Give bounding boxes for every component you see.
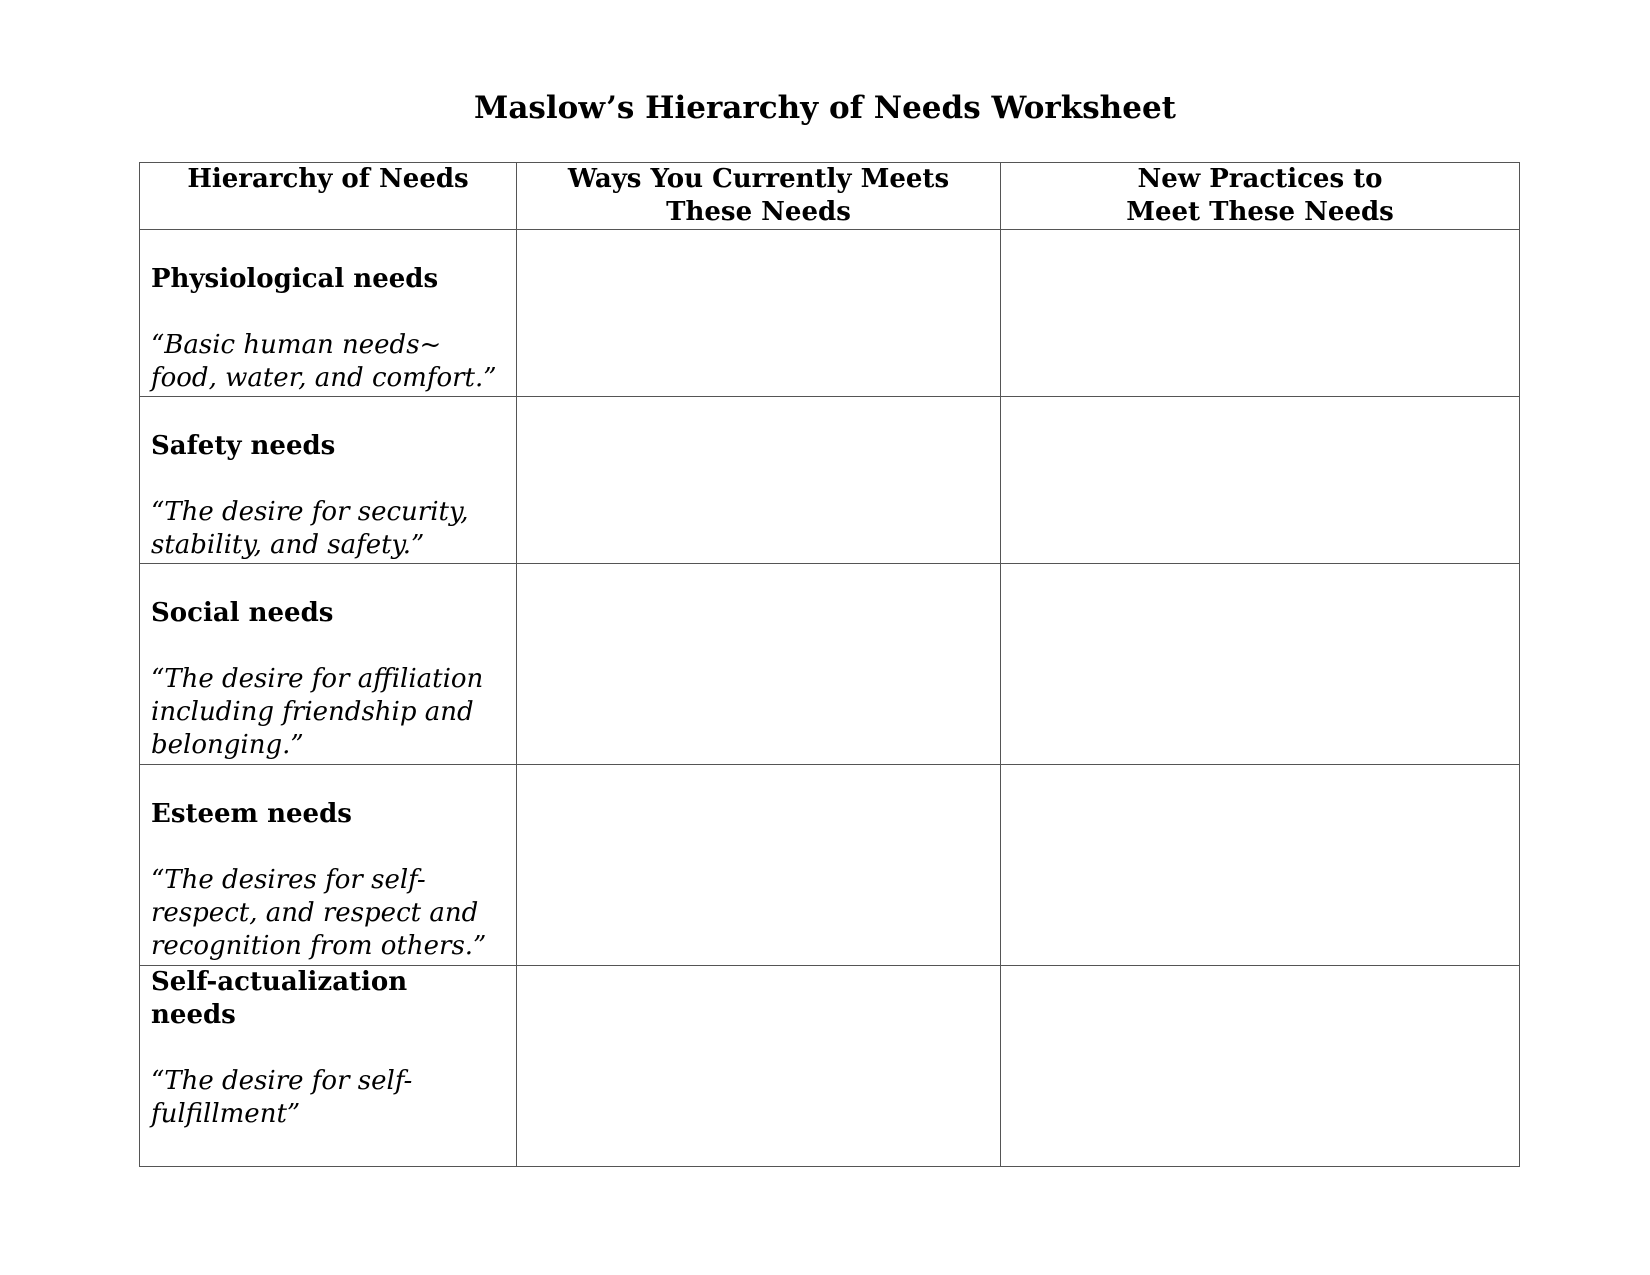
need-description-line: belonging.” (151, 730, 304, 760)
need-description-line: “The desire for affiliation (151, 664, 484, 694)
need-description-line: “The desires for self- (151, 865, 426, 895)
current-ways-input-social[interactable] (517, 564, 1001, 765)
new-practices-input-physiological[interactable] (1001, 230, 1520, 397)
header-new-practices-line2: Meet These Needs (1126, 197, 1394, 227)
need-title: needs (151, 1000, 236, 1030)
header-current-ways (517, 163, 1001, 230)
need-cell-social (140, 564, 517, 765)
need-cell-self-actualization (140, 966, 517, 1167)
need-description-line: “Basic human needs~ (151, 330, 442, 360)
need-title: Safety needs (151, 431, 336, 461)
table-row (140, 765, 1520, 966)
need-title: Self-actualization (151, 967, 408, 997)
need-title: Esteem needs (151, 799, 352, 829)
current-ways-input-self-actualization[interactable] (517, 966, 1001, 1167)
need-description-line: “The desire for security, (151, 497, 469, 527)
needs-table (139, 162, 1520, 1167)
need-description-line: stability, and safety.” (151, 530, 425, 560)
table-header-row (140, 163, 1520, 230)
need-cell-safety (140, 397, 517, 564)
header-new-practices (1001, 163, 1520, 230)
table-row (140, 397, 1520, 564)
need-description-line: food, water, and comfort.” (151, 363, 497, 393)
header-hierarchy-of-needs (140, 163, 517, 230)
header-new-practices-line1: New Practices to (1137, 164, 1383, 194)
need-description-line: including friendship and (151, 697, 474, 727)
need-cell-physiological (140, 230, 517, 397)
worksheet-title: Maslow’s Hierarchy of Needs Worksheet (474, 90, 1176, 126)
new-practices-input-social[interactable] (1001, 564, 1520, 765)
current-ways-input-physiological[interactable] (517, 230, 1001, 397)
need-description-line: “The desire for self- (151, 1066, 413, 1096)
new-practices-input-self-actualization[interactable] (1001, 966, 1520, 1167)
header-hierarchy-label: Hierarchy of Needs (187, 164, 469, 194)
need-description-line: fulfillment” (151, 1099, 301, 1129)
new-practices-input-esteem[interactable] (1001, 765, 1520, 966)
current-ways-input-safety[interactable] (517, 397, 1001, 564)
table-row (140, 966, 1520, 1167)
table-row (140, 230, 1520, 397)
current-ways-input-esteem[interactable] (517, 765, 1001, 966)
need-title: Physiological needs (151, 264, 439, 294)
header-current-ways-line1: Ways You Currently Meets (567, 164, 950, 194)
need-title: Social needs (151, 598, 334, 628)
header-current-ways-line2: These Needs (666, 197, 851, 227)
new-practices-input-safety[interactable] (1001, 397, 1520, 564)
table-row (140, 564, 1520, 765)
need-description-line: recognition from others.” (151, 931, 487, 961)
need-description-line: respect, and respect and (151, 898, 479, 928)
need-cell-esteem (140, 765, 517, 966)
